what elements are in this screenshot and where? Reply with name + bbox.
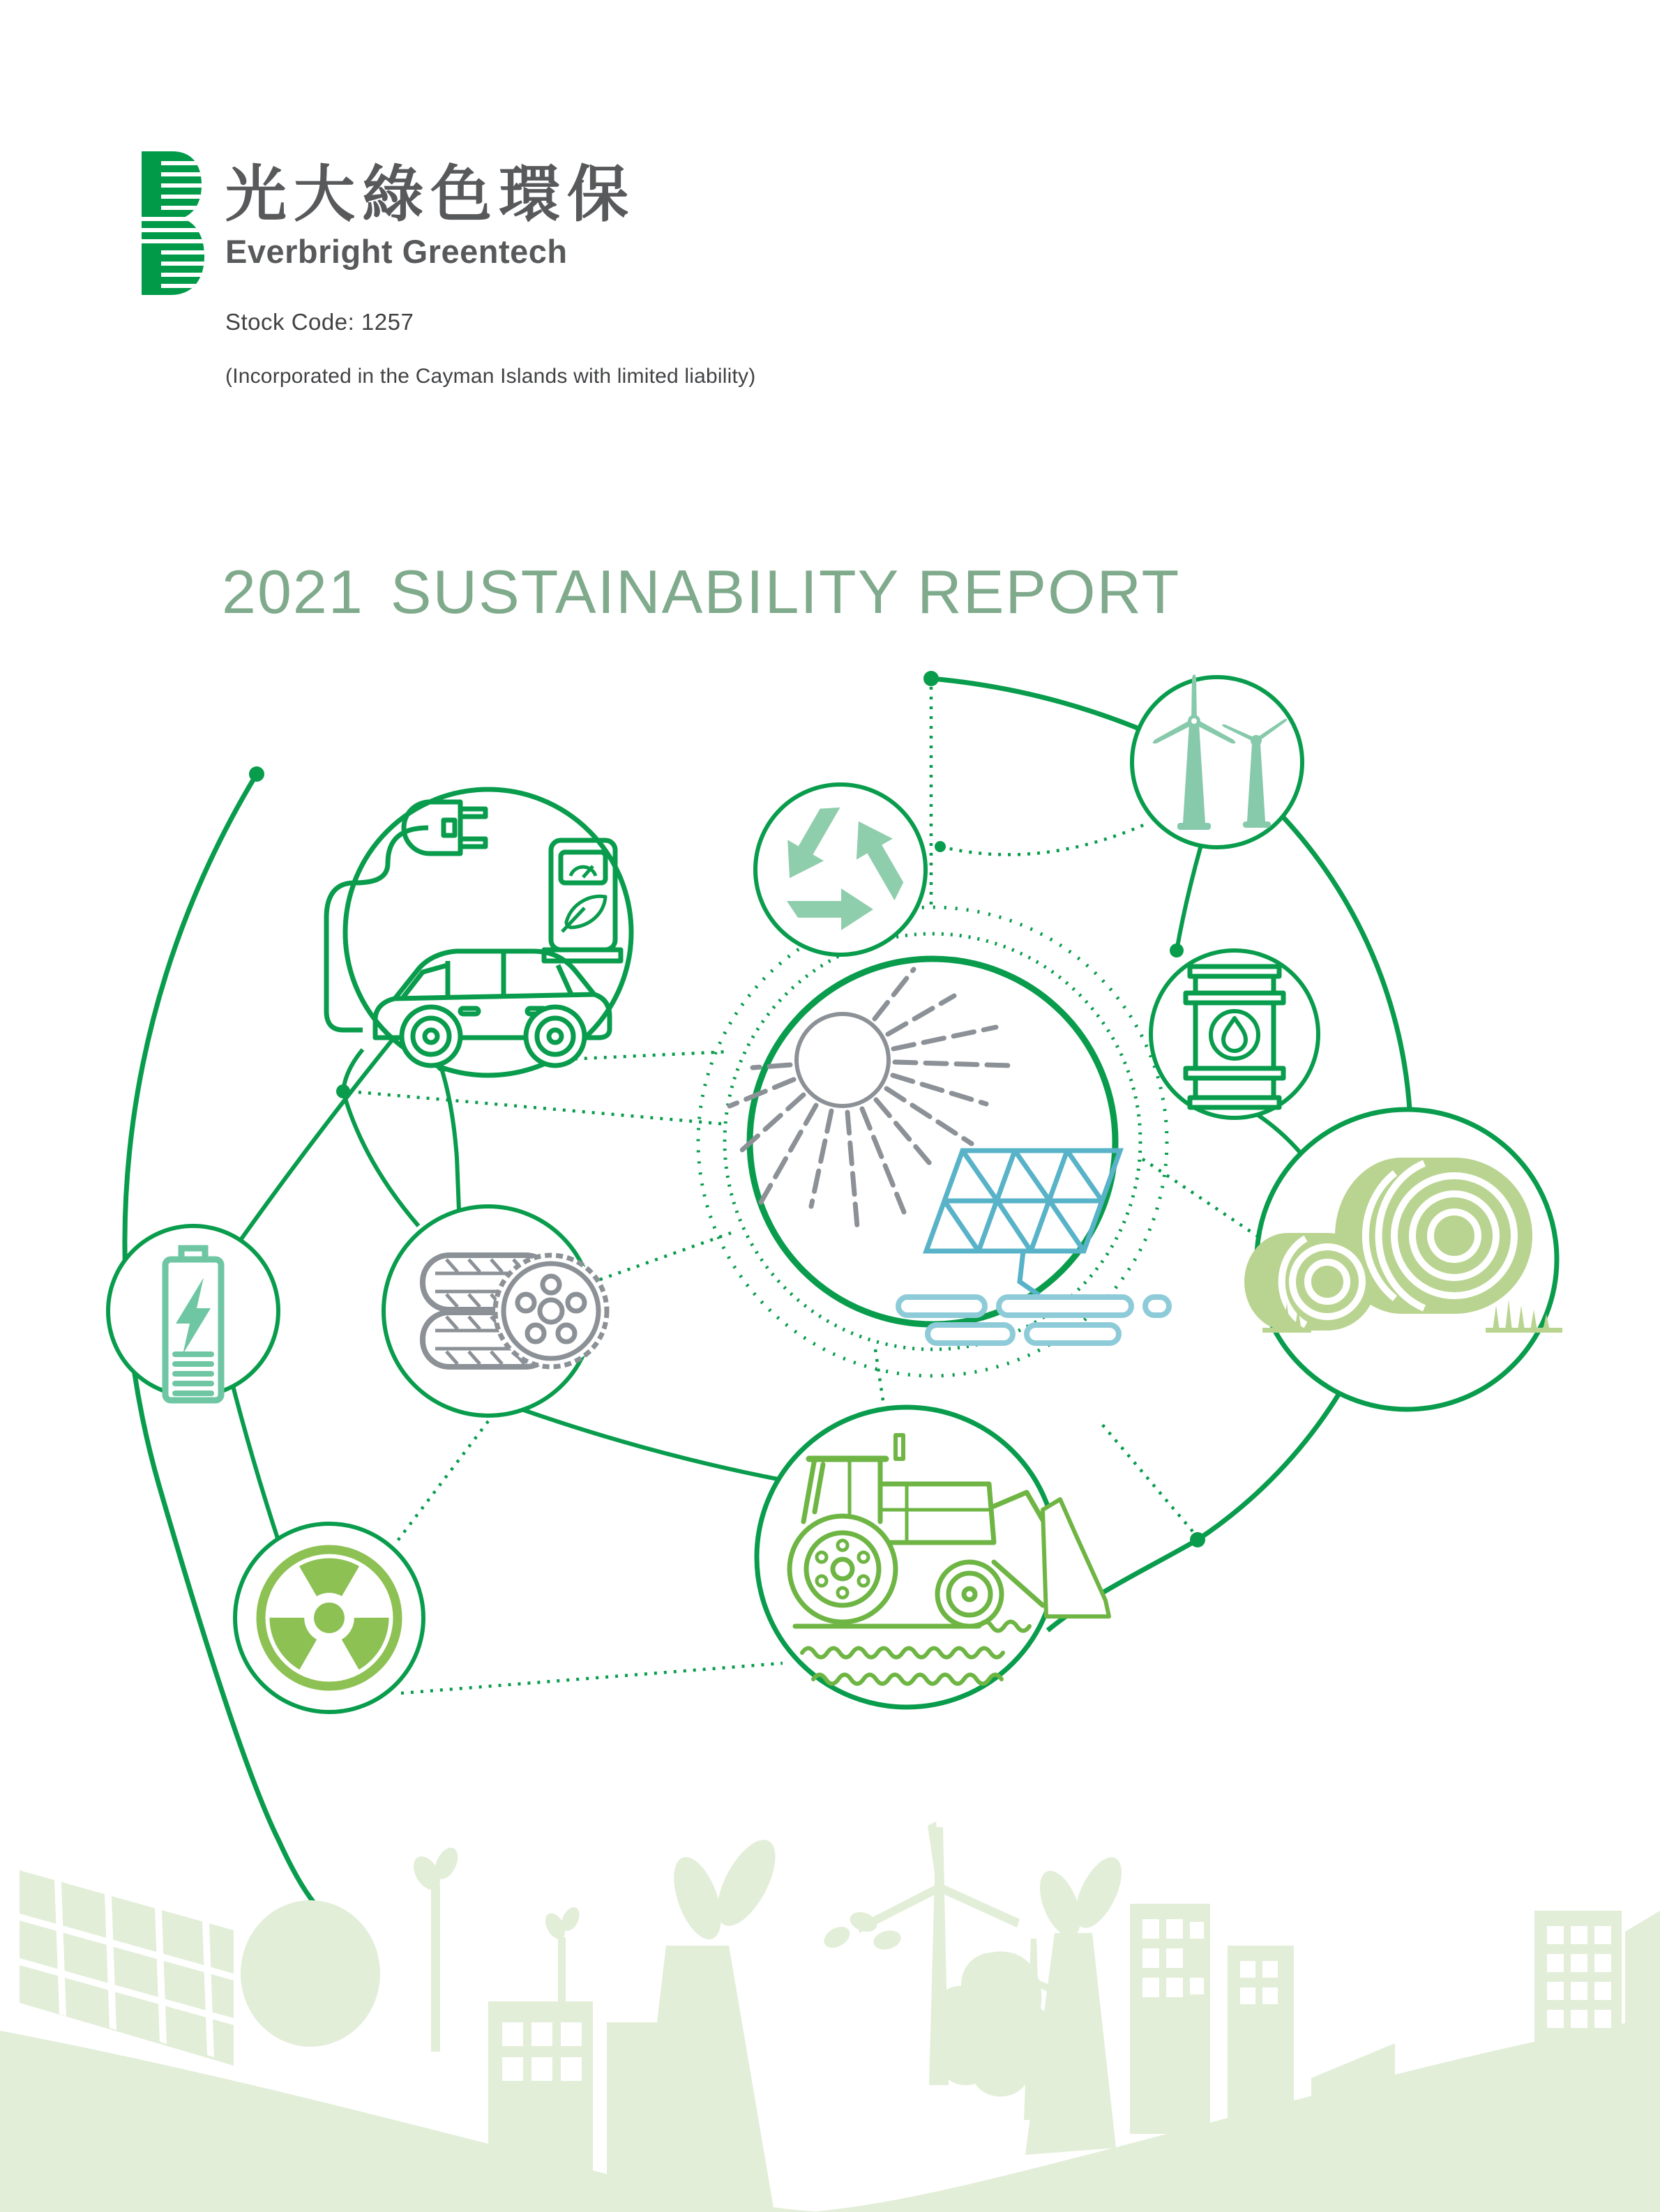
radiation-icon xyxy=(261,1550,398,1686)
oil-barrel-icon xyxy=(1186,967,1283,1107)
solar-circle xyxy=(750,959,1115,1324)
eco-city-skyline xyxy=(0,1821,1660,2212)
brand-name-english: Everbright Greentech xyxy=(225,233,568,270)
report-title-text: SUSTAINABILITY REPORT xyxy=(390,557,1181,626)
recycle-circle xyxy=(755,785,926,955)
report-title-year: 2021 xyxy=(222,557,364,626)
incorporation-note: (Incorporated in the Cayman Islands with limited liability) xyxy=(225,365,756,388)
tires-icon xyxy=(423,1255,607,1367)
ev-circle xyxy=(345,789,631,1075)
stock-code: Stock Code: 1257 xyxy=(225,309,414,335)
report-title xyxy=(222,556,1180,628)
wind-circle xyxy=(1132,677,1302,847)
battery-icon xyxy=(165,1248,221,1400)
skyline-chimney xyxy=(635,1946,774,2212)
skyline-tree xyxy=(241,1900,380,2047)
brand-name-chinese: 光大綠色環保 xyxy=(225,160,636,229)
everbright-logo-icon xyxy=(136,150,206,298)
